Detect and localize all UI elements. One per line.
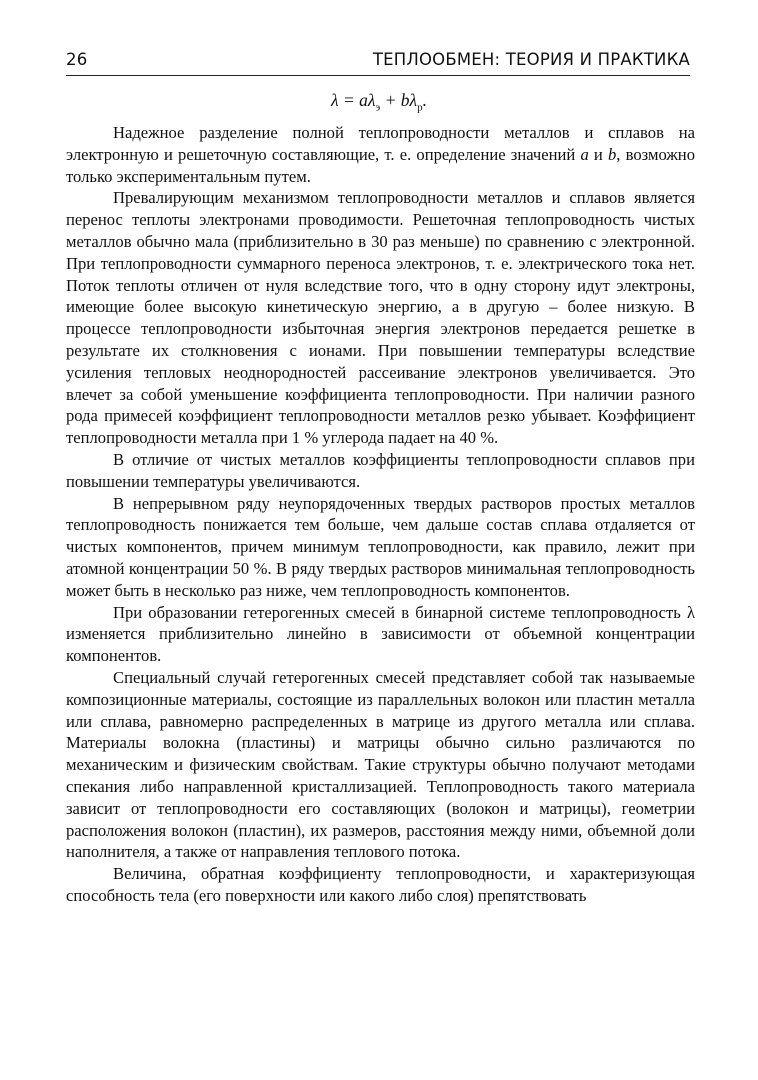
paragraph-1-text-a: Надежное разделение полной теплопроводности металлов и сплавов на электронную и решеточную составляющие, т. е. определение значений: [66, 123, 695, 164]
formula-a: a: [359, 90, 368, 110]
running-title: ТЕПЛООБМЕН: ТЕОРИЯ И ПРАКТИКА: [372, 50, 690, 69]
page-number: 26: [66, 50, 88, 69]
formula-plus: +: [380, 90, 401, 110]
formula-lambda: λ: [330, 90, 339, 110]
header-rule: [66, 75, 690, 76]
paragraph-1-text-c: , возможно только экспериментальным путем.: [66, 144, 695, 186]
paragraph-6: Специальный случай гетерогенных смесей представляет собой так называемые композиционные материалы, состоящие из параллельных волокон или пластин металла или сплава, равномерно распределенных в матрице из другого металла или сплава. Материалы волокна (пластины) и матрицы обычно сильно различаются по механическим и физическим свойствам. Такие структуры обычно получают методами спекания либо направленной кристаллизацией. Теплопроводность такого материала зависит от теплопроводности его составляющих (волокон и матрицы), геометрии расположения волокон (пластин), их размеров, расстояния между ними, объемной доли наполнителя, а также от направления теплового потока.: [66, 667, 695, 862]
italic-b: b: [608, 144, 617, 164]
paragraph-1-text-b: и: [588, 144, 608, 164]
running-header: [66, 48, 690, 76]
body-text: [66, 122, 695, 907]
formula-b: b: [400, 90, 410, 110]
formula-equals: =: [338, 90, 360, 110]
formula-sub-e: э: [375, 101, 381, 114]
paragraph-1: [66, 122, 695, 187]
formula-thermal-conductivity: [0, 90, 758, 114]
formula-lambda-p: λ: [409, 90, 418, 110]
formula-sub-p: р: [417, 101, 423, 114]
formula-period: .: [422, 90, 427, 110]
paragraph-2: Превалирующим механизмом теплопроводности металлов и сплавов является перенос теплоты электронами проводимости. Решеточная теплопроводность чистых металлов обычно мала (приблизительно в 30 раз меньше) по сравнению с электронной. При теплопроводности суммарного переноса электронов, т. е. электрического тока нет. Поток теплоты отличен от нуля вследствие того, что в одну сторону идут электроны, имеющие более высокую кинетическую энергию, а в другую – более низкую. В процессе теплопроводности избыточная энергия электронов передается решетке в результате их столкновения с ионами. При повышении температуры вследствие усиления тепловых неоднородностей рассеивание электронов увеличивается. Это влечет за собой уменьшение коэффициента теплопроводности. При наличии разного рода примесей коэффициент теплопроводности металлов резко убывает. Коэффициент теплопроводности металла при 1 % углерода падает на 40 %.: [66, 188, 695, 448]
formula-lambda-e: λ: [367, 90, 376, 110]
paragraph-5: При образовании гетерогенных смесей в бинарной системе теплопроводность λ изменяется приблизительно линейно в зависимости от объемной концентрации компонентов.: [66, 602, 695, 666]
paragraph-4: В непрерывном ряду неупорядоченных твердых растворов простых металлов теплопроводность понижается тем больше, чем дальше состав сплава отдаляется от чистых компонентов, причем минимум теплопроводности, как правило, лежит при атомной концентрации 50 %. В ряду твердых растворов минимальная теплопроводность может быть в несколько раз ниже, чем теплопроводность компонентов.: [66, 493, 695, 600]
paragraph-7: Величина, обратная коэффициенту теплопроводности, и характеризующая способность тела (его поверхности или какого либо слоя) препятствовать: [66, 864, 695, 905]
paragraph-3: В отличие от чистых металлов коэффициенты теплопроводности сплавов при повышении температуры увеличиваются.: [66, 449, 695, 491]
italic-a: a: [580, 144, 589, 164]
